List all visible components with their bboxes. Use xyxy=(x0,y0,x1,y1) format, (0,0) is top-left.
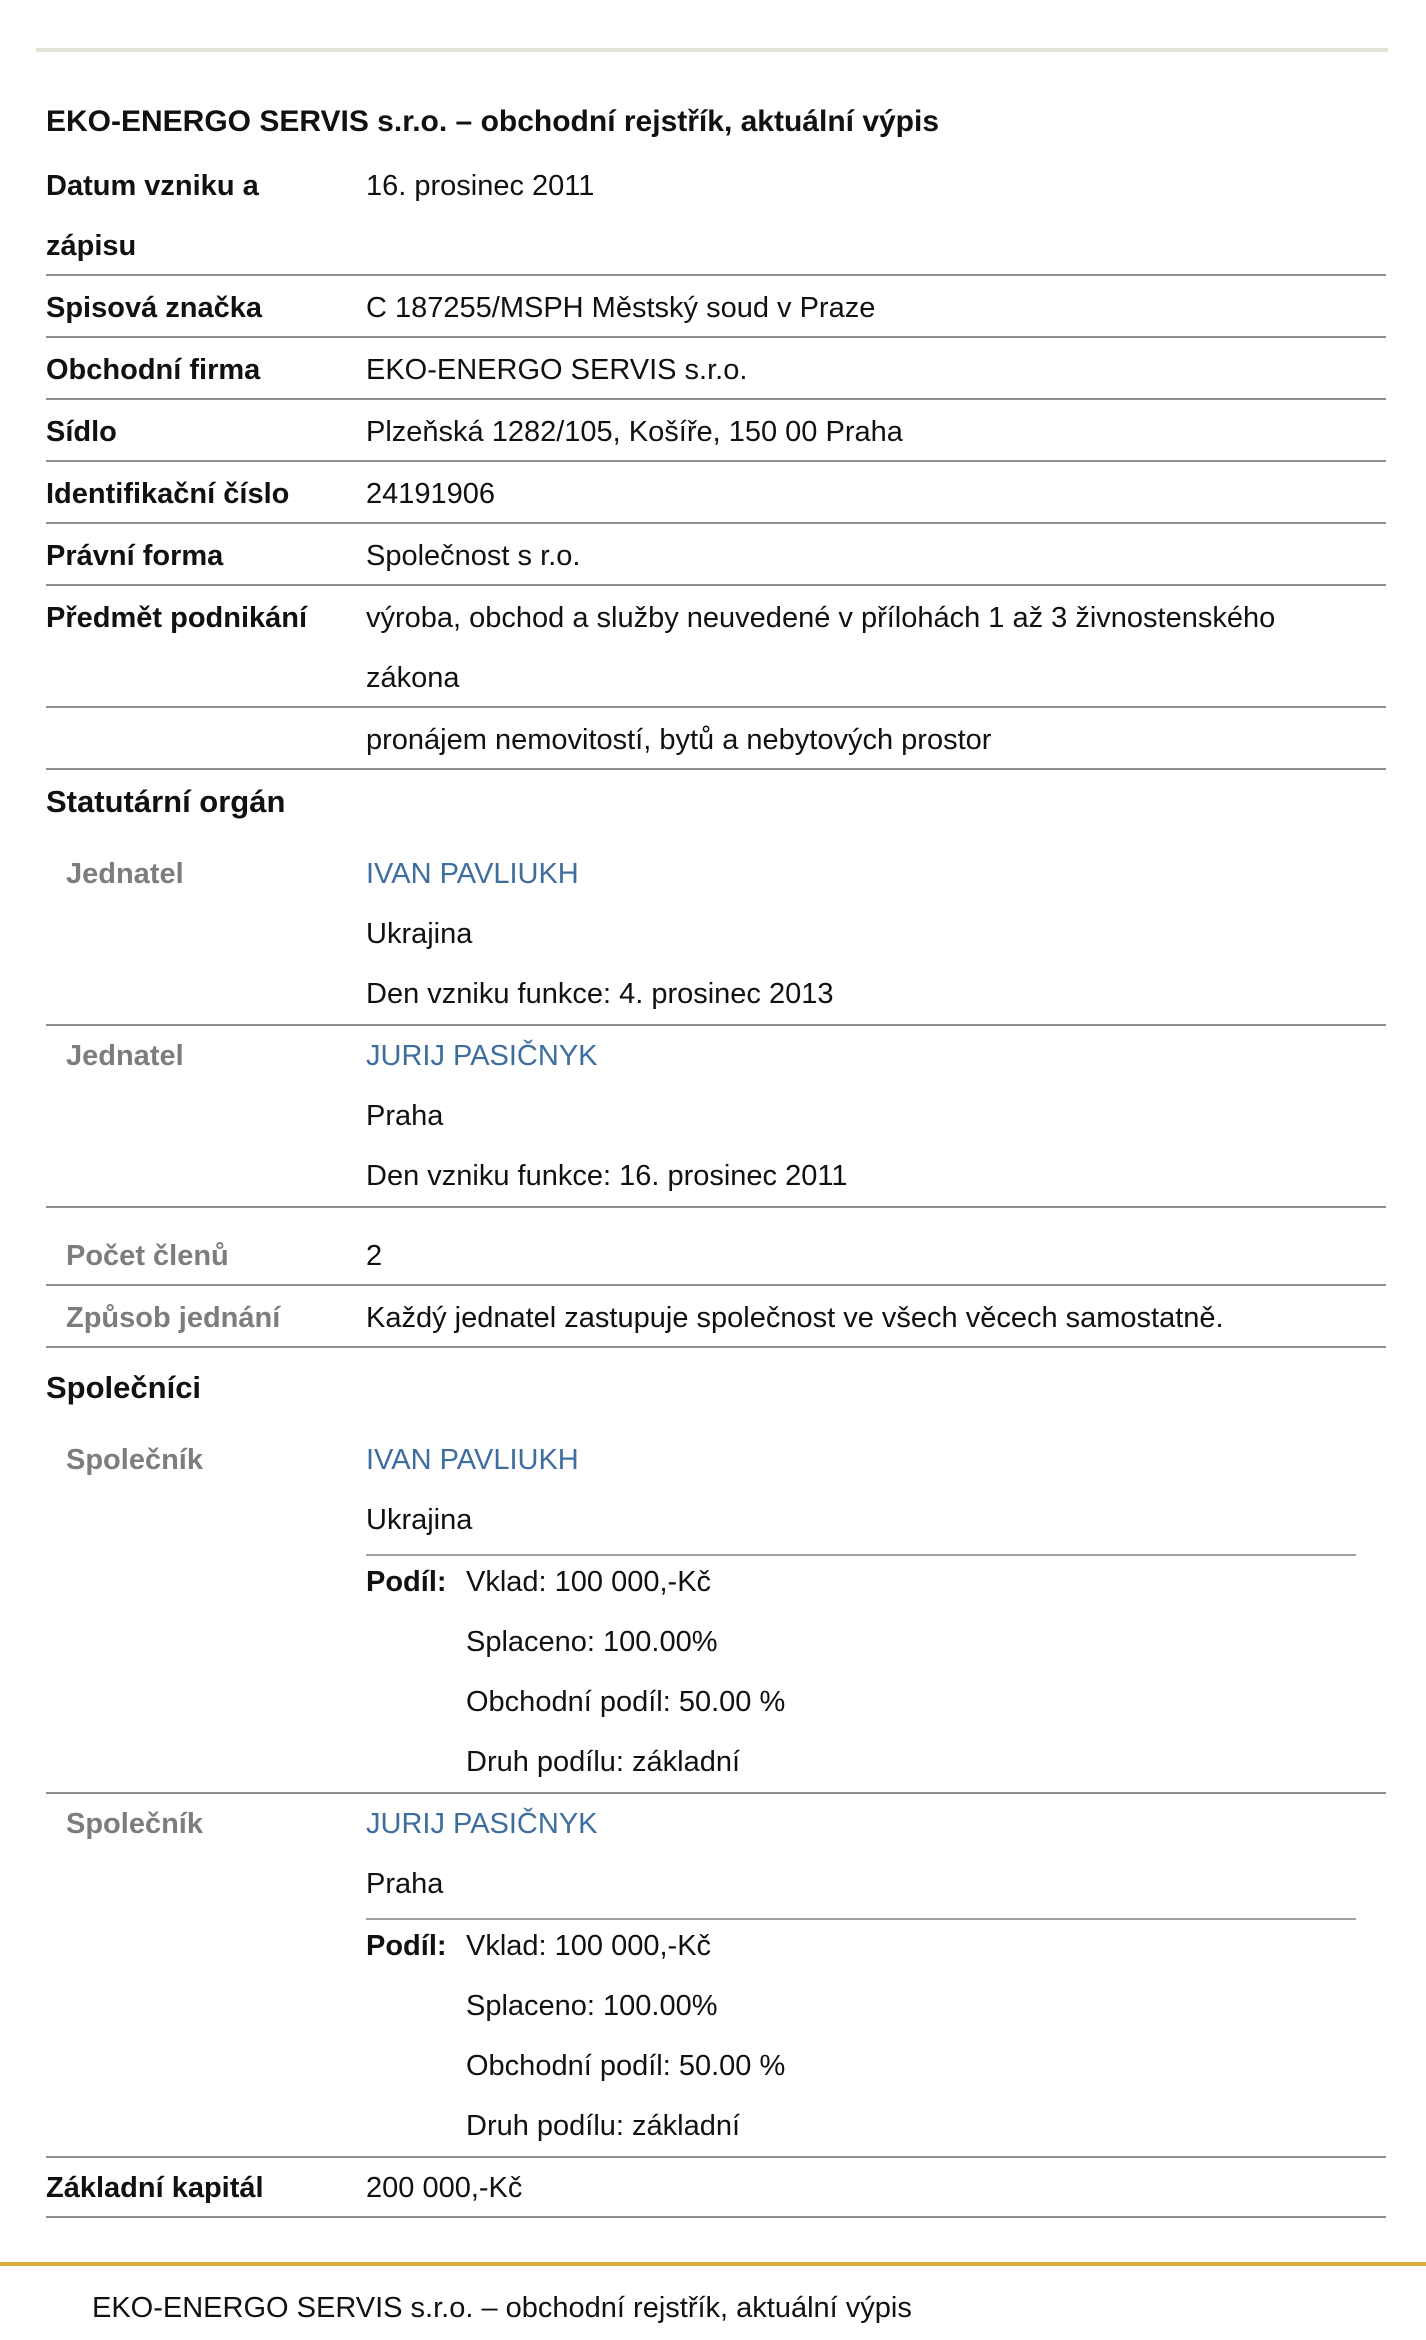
podil-vklad: Vklad: 100 000,-Kč xyxy=(466,1566,712,1598)
podil-label: Podíl: xyxy=(366,1930,447,1962)
row-sidlo xyxy=(46,402,1386,462)
value-pocet-clenu: 2 xyxy=(366,1240,383,1272)
value-spisova-znacka: C 187255/MSPH Městský soud v Praze xyxy=(366,292,876,324)
podil-druh: Druh podílu: základní xyxy=(466,2110,741,2142)
spolecnik xyxy=(46,1430,1386,1794)
value-predmet-podnikani-2: pronájem nemovitostí, bytů a nebytových prostor xyxy=(366,724,992,756)
value-sidlo: Plzeňská 1282/105, Košíře, 150 00 Praha xyxy=(366,416,903,448)
value-identifikacni-cislo: 24191906 xyxy=(366,478,496,510)
footer-bar xyxy=(0,2262,1426,2340)
statutar-member xyxy=(46,1026,1386,1208)
spolecnik-name-link[interactable]: IVAN PAVLIUKH xyxy=(366,1444,579,1476)
spolecnik-role: Společník xyxy=(66,1808,203,1840)
value-zakladni-kapital: 200 000,-Kč xyxy=(366,2172,523,2204)
row-datum-vzniku xyxy=(46,156,1386,276)
page-title: EKO-ENERGO SERVIS s.r.o. – obchodní rejstřík, aktuální výpis xyxy=(46,105,940,138)
spolecnik-name-link[interactable]: JURIJ PASIČNYK xyxy=(366,1808,598,1840)
member-name-link[interactable]: IVAN PAVLIUKH xyxy=(366,858,579,890)
row-identifikacni-cislo xyxy=(46,464,1386,524)
member-location: Ukrajina xyxy=(366,918,473,950)
row-obchodni-firma xyxy=(46,340,1386,400)
podil-druh: Druh podílu: základní xyxy=(466,1746,741,1778)
footer-title: EKO-ENERGO SERVIS s.r.o. – obchodní rejstřík, aktuální výpis xyxy=(92,2292,912,2324)
spolecnik-location: Ukrajina xyxy=(366,1504,473,1536)
spolecnik-role: Společník xyxy=(66,1444,203,1476)
member-since: Den vzniku funkce: 4. prosinec 2013 xyxy=(366,978,834,1010)
podil-splaceno: Splaceno: 100.00% xyxy=(466,1626,718,1658)
row-predmet-podnikani xyxy=(46,588,1386,708)
value-obchodni-firma: EKO-ENERGO SERVIS s.r.o. xyxy=(366,354,748,386)
register-extract xyxy=(36,48,1388,2204)
label-identifikacni-cislo: Identifikační číslo xyxy=(46,478,290,510)
row-pravni-forma xyxy=(46,526,1386,586)
row-zakladni-kapital xyxy=(46,2158,1386,2218)
label-obchodni-firma: Obchodní firma xyxy=(46,354,261,386)
value-predmet-podnikani-1: výroba, obchod a služby neuvedené v přílohách 1 až 3 živnostenského zákona xyxy=(366,602,1276,694)
spolecnik-location: Praha xyxy=(366,1868,444,1900)
section-spolecnici: Společníci xyxy=(46,1370,202,1405)
statutar-member xyxy=(46,844,1386,1026)
podil-obchodni: Obchodní podíl: 50.00 % xyxy=(466,1686,786,1718)
label-pravni-forma: Právní forma xyxy=(46,540,224,572)
member-since: Den vzniku funkce: 16. prosinec 2011 xyxy=(366,1160,848,1192)
label-zakladni-kapital: Základní kapitál xyxy=(46,2172,264,2204)
section-statutarni-organ: Statutární orgán xyxy=(46,784,286,819)
label-pocet-clenu: Počet členů xyxy=(66,1240,229,1272)
row-spisova-znacka xyxy=(46,278,1386,338)
member-location: Praha xyxy=(366,1100,444,1132)
member-role: Jednatel xyxy=(66,1040,184,1072)
row-pocet-clenu xyxy=(46,1226,1386,1286)
podil-obchodni: Obchodní podíl: 50.00 % xyxy=(466,2050,786,2082)
label-datum-vzniku: Datum vzniku a zápisu xyxy=(46,170,259,262)
label-predmet-podnikani: Předmět podnikání xyxy=(46,602,308,634)
podil-vklad: Vklad: 100 000,-Kč xyxy=(466,1930,712,1962)
value-datum-vzniku: 16. prosinec 2011 xyxy=(366,170,595,202)
podil-label: Podíl: xyxy=(366,1566,447,1598)
member-role: Jednatel xyxy=(66,858,184,890)
podil-splaceno: Splaceno: 100.00% xyxy=(466,1990,718,2022)
label-sidlo: Sídlo xyxy=(46,416,117,448)
label-spisova-znacka: Spisová značka xyxy=(46,292,262,324)
value-zpusob-jednani: Každý jednatel zastupuje společnost ve všech věcech samostatně. xyxy=(366,1302,1224,1334)
row-zpusob-jednani xyxy=(46,1288,1386,1348)
spolecnik xyxy=(46,1794,1386,2158)
value-pravni-forma: Společnost s r.o. xyxy=(366,540,581,572)
label-zpusob-jednani: Způsob jednání xyxy=(66,1302,281,1334)
row-predmet-podnikani-2 xyxy=(46,710,1386,770)
member-name-link[interactable]: JURIJ PASIČNYK xyxy=(366,1040,598,1072)
